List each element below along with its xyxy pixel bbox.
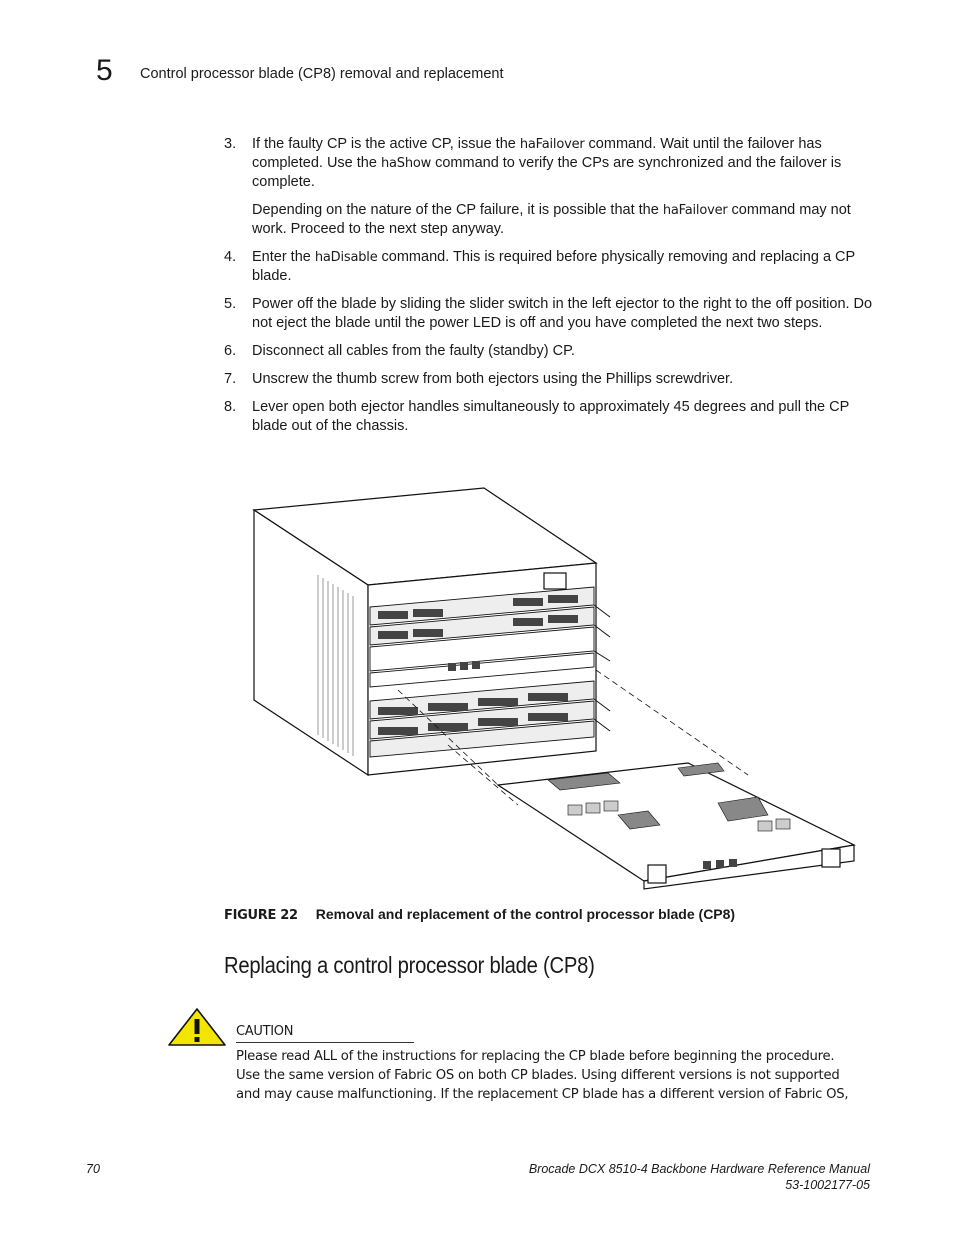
caution-body [236, 1047, 876, 1104]
step-text: Unscrew the thumb screw from both ejectors using the Phillips screwdriver. [252, 371, 734, 387]
step-5 [224, 295, 874, 333]
caution-warning-icon [168, 1008, 226, 1046]
step-text-part: command. Wait until the failover has completed. Use the [252, 136, 822, 171]
step-number: 3. [224, 136, 237, 152]
step-text: Disconnect all cables from the faulty (standby) CP. [252, 343, 575, 359]
step-6 [224, 342, 874, 361]
footer-document-info [529, 1161, 870, 1193]
step-text [252, 248, 874, 286]
step-text [252, 135, 874, 192]
command-hafailover: haFailover [519, 137, 585, 152]
caution-line: Please read ALL of the instructions for replacing the CP blade before beginning the procedure. [236, 1049, 835, 1064]
step-text: Lever open both ejector handles simultaneously to approximately 45 degrees and pull the CP blade out of the chassis. [252, 399, 850, 434]
step-text-part: command. This is required before physically removing and replacing a CP blade. [252, 249, 855, 284]
step-8 [224, 398, 874, 436]
step-number: 6. [224, 343, 237, 359]
step-text-part: Enter the [252, 249, 315, 265]
document-title: Brocade DCX 8510-4 Backbone Hardware Reference Manual [528, 1162, 870, 1176]
cp-blade-removal-illustration [248, 485, 862, 895]
caution-rule [236, 1042, 414, 1043]
command-hashow: haShow [380, 156, 432, 171]
step-number: 8. [224, 399, 237, 415]
step-3 [224, 135, 874, 239]
caution-line: and may cause malfunctioning. If the replacement CP blade has a different version of Fabric OS, [236, 1087, 849, 1102]
page-number: 70 [86, 1162, 100, 1176]
step-text-part: If the faulty CP is the active CP, issue the [252, 136, 520, 152]
step-text-part: Depending on the nature of the CP failure, it is possible that the [252, 202, 663, 218]
running-head: Control processor blade (CP8) removal and replacement [140, 66, 504, 82]
step-text-part: command may not work. Proceed to the next step anyway. [252, 202, 851, 237]
document-number: 53-1002177-05 [785, 1178, 870, 1192]
chapter-number: 5 [96, 54, 113, 87]
step-number: 5. [224, 296, 237, 312]
step-note [252, 201, 874, 239]
step-4 [224, 248, 874, 286]
caution-line: Use the same version of Fabric OS on both CP blades. Using different versions is not supported [236, 1068, 840, 1083]
figure-caption-text: Removal and replacement of the control processor blade (CP8) [315, 906, 736, 922]
figure-label: FIGURE 22 [224, 908, 298, 923]
section-heading: Replacing a control processor blade (CP8) [224, 952, 595, 978]
command-hafailover: haFailover [662, 203, 728, 218]
step-number: 4. [224, 249, 237, 265]
caution-label: CAUTION [236, 1024, 294, 1039]
command-hadisable: haDisable [314, 250, 378, 265]
step-text-part: command to verify the CPs are synchronized and the failover is complete. [252, 155, 842, 190]
procedure-steps [224, 135, 874, 445]
step-text: Power off the blade by sliding the slider switch in the left ejector to the right to the off position. Do not eject the blade until the power LED is off and you have completed the next two steps. [252, 296, 873, 331]
step-number: 7. [224, 371, 237, 387]
step-7 [224, 370, 874, 389]
figure-caption [224, 905, 735, 925]
